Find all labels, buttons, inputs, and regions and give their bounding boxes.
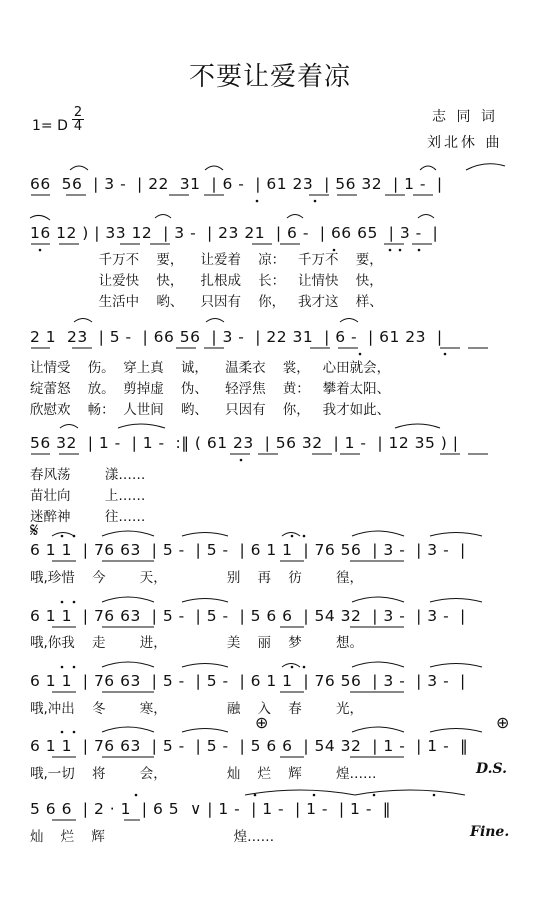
notation-line-7: 6 1 1 | 76 63 | 5 - | 5 - | 6 1 1 | 76 56 | 3 - | 3 - | [30,672,466,690]
octave-dot [39,249,42,252]
slur [355,790,465,795]
slur [395,424,440,428]
lyric-line-2-verse-1: 千万不 要， 让爱着 凉： 千万不 要， [30,252,383,268]
octave-dot [418,249,421,252]
lyricist-credit: 志 同 词 [432,109,498,125]
composer-credit: 刘北休 曲 [427,135,503,151]
octave-dot [73,601,76,604]
octave-dot [73,535,76,538]
octave-dot [389,249,392,252]
slur [118,424,165,428]
octave-dot [399,249,402,252]
notation-line-6: 6 1 1 | 76 63 | 5 - | 5 - | 5 6 6 | 54 32 | 3 - | 3 - | [30,607,466,625]
lyric-line-2-verse-3: 生活中 哟、 只因有 你， 我才这 样、 [30,294,383,310]
slur [102,597,154,602]
lyric-line-8: 哦,一切 将 会， 灿 烂 辉 煌…… [30,766,377,782]
coda-sign-end: ⊕ [496,713,510,732]
slur [430,599,482,603]
slur [245,790,355,795]
slur [70,166,88,170]
segno-sign: 𝄋 [30,518,39,542]
slur [206,319,224,323]
octave-dot [73,731,76,734]
lyric-line-5: 哦,珍惜 今 天， 别 再 彷 徨， [30,570,364,586]
slur [60,425,78,429]
octave-dot [303,535,306,538]
slur [74,319,92,323]
octave-dot [444,353,447,356]
notation-line-4: 56 32 | 1 - | 1 - :‖ ( 61 23 | 56 32 | 1 - | 12 35 ) | [30,434,459,452]
notation-line-9: 5 6 6 | 2 · 1 | 6 5 ∨ | 1 - | 1 - | 1 - | 1 - ‖ [30,800,392,818]
octave-dot [135,794,138,797]
slur [182,533,228,537]
lyric-line-3-verse-1: 让情受 伤。 穿上真 诚， 温柔衣 裳， 心田就会， [30,360,391,376]
time-signature-top: 2 [73,105,83,120]
time-signature-bottom: 4 [73,119,83,134]
octave-dot [61,731,64,734]
lyric-line-7: 哦,冲出 冬 寒， 融 入 春 光， [30,701,364,717]
slur [352,727,404,732]
slur [205,166,223,170]
coda-sign: ⊕ [255,713,269,732]
lyric-line-4-verse-2: 苗壮向 上…… [30,488,146,504]
octave-dot [313,794,316,797]
octave-dot [373,794,376,797]
dal-segno-marking: D.S. [476,761,508,777]
fine-marking: Fine. [470,824,510,840]
lyric-line-4-verse-1: 春风荡 漾…… [30,467,146,483]
slur [155,215,171,219]
notation-line-5: 6 1 1 | 76 63 | 5 - | 5 - | 6 1 1 | 76 56 | 3 - | 3 - | [30,541,466,559]
lyric-line-3-verse-2: 绽蕾怒 放。 剪掉虚 伪、 轻浮焦 黄： 攀着太阳、 [30,381,391,397]
slur [102,531,154,536]
slur [287,215,303,219]
key-signature: 1= D [32,118,68,134]
slur [430,664,482,668]
octave-dot [61,535,64,538]
slur [182,729,228,733]
slur [182,664,228,668]
octave-dot [73,666,76,669]
lyric-line-3-verse-3: 欣慰欢 畅： 人世间 哟、 只因有 你， 我才如此、 [30,402,391,418]
lyric-line-4-verse-3: 迷醉神 往…… [30,509,146,525]
octave-dot [291,666,294,669]
lyric-line-6: 哦,你我 走 进， 美 丽 梦 想。 [30,635,364,651]
octave-dot [256,200,259,203]
slur [352,662,404,667]
slur [466,164,505,170]
octave-dot [254,794,257,797]
slur [340,319,358,323]
notation-line-3: 2 1 23 | 5 - | 66 56 | 3 - | 22 31 | 6 - | 61 23 | [30,328,443,346]
song-title: 不要让爱着凉 [188,62,351,92]
octave-dot [433,794,436,797]
lyric-line-2-verse-2: 让爱快 快， 扎根成 长： 让情快 快， [30,273,383,289]
slur [102,662,154,667]
octave-dot [333,249,336,252]
slur [430,533,482,537]
octave-dot [240,459,243,462]
slur [418,215,434,219]
notation-line-1: 66 56 | 3 - | 22 31 | 6 - | 61 23 | 56 32 | 1 - | [30,175,443,193]
slur [420,166,436,170]
octave-dot [291,535,294,538]
octave-dot [314,200,317,203]
notation-line-2: 16 12 ) | 33 12 | 3 - | 23 21 | 6 - | 66 65 | 3 - | [30,224,439,242]
slur [352,597,404,602]
octave-dot [61,666,64,669]
notation-line-8: 6 1 1 | 76 63 | 5 - | 5 - | 5 6 6 | 54 32 | 1 - | 1 - ‖ [30,737,469,755]
octave-dot [61,601,64,604]
slur [430,729,482,733]
slur [182,599,228,603]
slur [30,215,50,220]
octave-dot [303,666,306,669]
slur [102,727,154,732]
slur [352,531,404,536]
octave-dot [359,353,362,356]
lyric-line-9: 灿 烂 辉 煌…… [30,829,275,845]
